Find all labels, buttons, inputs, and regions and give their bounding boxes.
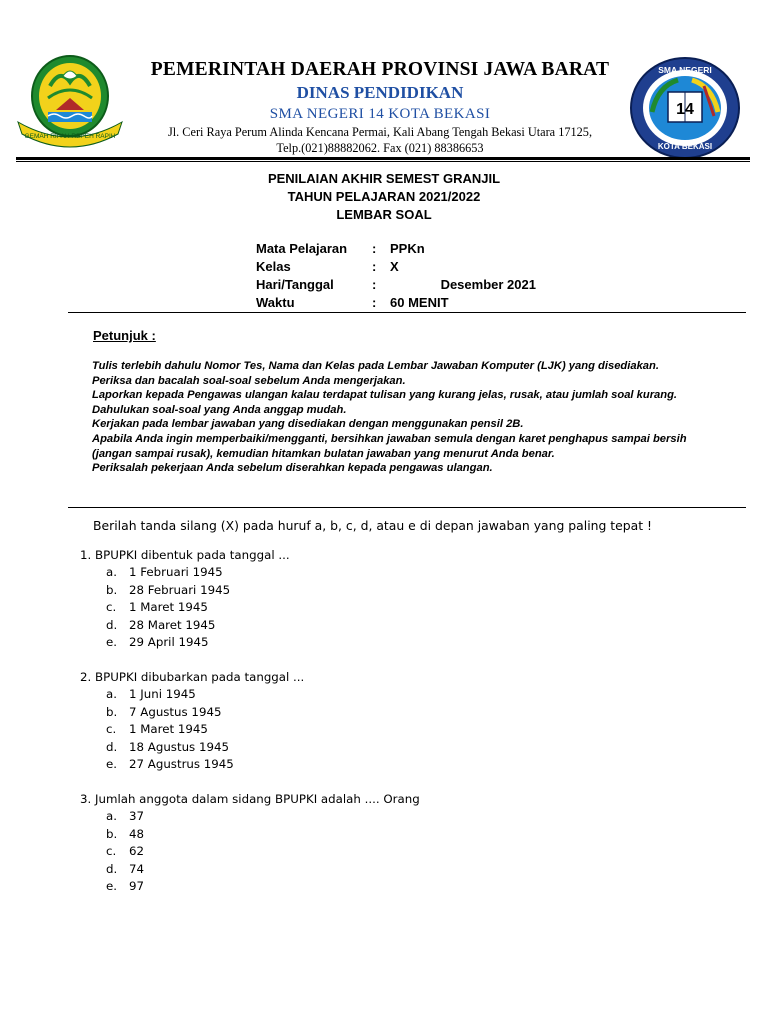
info-label: Hari/Tanggal [256, 277, 334, 292]
option-text: 74 [129, 861, 145, 876]
option-b[interactable] [80, 582, 290, 600]
info-colon: : [372, 295, 377, 310]
question-text: 2. BPUPKI dibubarkan pada tanggal ... [80, 670, 305, 684]
option-c[interactable] [80, 599, 290, 617]
option-text: 28 Maret 1945 [129, 617, 216, 632]
option-letter: e. [106, 635, 118, 649]
info-row-time [256, 294, 596, 312]
info-colon: : [372, 259, 377, 274]
option-letter: a. [106, 565, 117, 579]
exam-title-line1: PENILAIAN AKHIR SEMEST GRANJIL [267, 171, 501, 186]
option-letter: e. [106, 757, 118, 771]
option-c[interactable] [80, 843, 420, 861]
info-value: 60 MENIT [390, 295, 449, 310]
option-a[interactable] [80, 808, 420, 826]
option-text: 48 [129, 826, 145, 841]
option-letter: b. [106, 582, 118, 597]
letterhead [128, 58, 632, 156]
option-text: 28 Februari 1945 [129, 582, 231, 597]
svg-text:KOTA BEKASI: KOTA BEKASI [657, 142, 713, 151]
option-d[interactable] [80, 739, 304, 757]
option-letter: e. [106, 879, 118, 893]
option-text: 1 Maret 1945 [129, 600, 208, 614]
government-name: PEMERINTAH DAERAH PROVINSI JAWA BARAT [150, 59, 610, 80]
instruction-item: Periksa dan bacalah soal-soal sebelum Anda mengerjakan. [92, 374, 406, 387]
info-value: PPKn [390, 241, 425, 256]
option-text: 18 Agustus 1945 [129, 739, 229, 754]
instruction-item: Kerjakan pada lembar jawaban yang disediakan dengan menggunakan pensil 2B. [92, 418, 524, 431]
letterhead-rule [16, 157, 750, 160]
option-e[interactable] [80, 756, 304, 774]
instruction-item: Periksalah pekerjaan Anda sebelum diserahkan kepada pengawas ulangan. [92, 462, 493, 475]
option-letter: c. [106, 722, 117, 736]
exam-title-line3: LEMBAR SOAL [336, 207, 432, 222]
info-colon: : [372, 241, 377, 256]
option-text: 1 Februari 1945 [129, 565, 223, 579]
question-3 [80, 790, 420, 896]
exam-title [0, 170, 768, 224]
option-d[interactable] [80, 861, 420, 879]
option-b[interactable] [80, 704, 304, 722]
info-row-class [256, 258, 596, 276]
info-value: Desember 2021 [390, 277, 536, 292]
svg-text:14: 14 [676, 101, 694, 118]
option-c[interactable] [80, 721, 304, 739]
option-text: 1 Maret 1945 [129, 722, 208, 736]
option-text: 1 Juni 1945 [129, 687, 196, 701]
info-label: Kelas [256, 259, 291, 274]
divider [68, 312, 746, 313]
info-label: Mata Pelajaran [256, 241, 348, 256]
school-address: Jl. Ceri Raya Perum Alinda Kencana Permai, Kali Abang Tengah Bekasi Utara 17125, [167, 125, 593, 139]
option-d[interactable] [80, 617, 290, 635]
school-name: SMA NEGERI 14 KOTA BEKASI [269, 106, 491, 122]
option-letter: d. [106, 861, 118, 876]
instruction-item: Dahulukan soal-soal yang Anda anggap mudah. [92, 403, 347, 416]
svg-text:GEMAH RIPAH REPEH RAPIH: GEMAH RIPAH REPEH RAPIH [24, 133, 116, 140]
info-label: Waktu [256, 295, 295, 310]
instruction-item: Laporkan kepada Pengawas ulangan kalau terdapat tulisan yang kurang jelas, rusak, atau jumlah soal kurang. [92, 389, 678, 402]
option-a[interactable] [80, 564, 290, 582]
info-value: X [390, 259, 399, 274]
option-text: 62 [129, 844, 145, 858]
option-letter: c. [106, 600, 117, 614]
option-letter: d. [106, 739, 118, 754]
west-java-emblem-icon [14, 52, 126, 148]
option-a[interactable] [80, 686, 304, 704]
question-text: 3. Jumlah anggota dalam sidang BPUPKI adalah .... Orang [80, 792, 420, 806]
option-e[interactable] [80, 634, 290, 652]
instruction-item: Apabila Anda ingin memperbaiki/mengganti, bersihkan jawaban semula dengan karet penghapus sampai bersih (jangan sampai rusak), kemudian hitamkan bulatan jawaban yang menurut Anda benar. [92, 432, 687, 460]
option-text: 97 [129, 879, 145, 893]
divider [68, 507, 746, 508]
info-row-subject [256, 240, 596, 258]
option-e[interactable] [80, 878, 420, 896]
svg-text:SMA NEGERI: SMA NEGERI [658, 65, 712, 75]
option-text: 37 [129, 809, 145, 823]
option-letter: b. [106, 826, 118, 841]
option-b[interactable] [80, 826, 420, 844]
question-text: 1. BPUPKI dibentuk pada tanggal ... [80, 548, 290, 562]
info-colon: : [372, 277, 377, 292]
instructions-heading: Petunjuk : [93, 328, 156, 343]
question-2 [80, 668, 304, 774]
school-logo-icon [628, 56, 742, 160]
option-text: 7 Agustus 1945 [129, 704, 222, 719]
option-text: 27 Agustrus 1945 [129, 757, 234, 771]
info-row-date [256, 276, 596, 294]
option-letter: a. [106, 687, 117, 701]
option-text: 29 April 1945 [129, 635, 209, 649]
school-phone-fax: Telp.(021)88882062. Fax (021) 88386653 [276, 141, 484, 155]
exam-title-line2: TAHUN PELAJARAN 2021/2022 [287, 189, 481, 204]
answer-instruction: Berilah tanda silang (X) pada huruf a, b, c, d, atau e di depan jawaban yang paling tepat ! [93, 518, 653, 533]
option-letter: d. [106, 617, 118, 632]
exam-info [256, 240, 596, 312]
option-letter: b. [106, 704, 118, 719]
letterhead-rule-thin [16, 161, 750, 162]
department-name: DINAS PENDIDIKAN [296, 83, 464, 102]
instructions-list [92, 359, 692, 476]
option-letter: a. [106, 809, 117, 823]
option-letter: c. [106, 844, 117, 858]
question-1 [80, 546, 290, 652]
instruction-item: Tulis terlebih dahulu Nomor Tes, Nama dan Kelas pada Lembar Jawaban Komputer (LJK) yang disediakan. [92, 360, 659, 372]
